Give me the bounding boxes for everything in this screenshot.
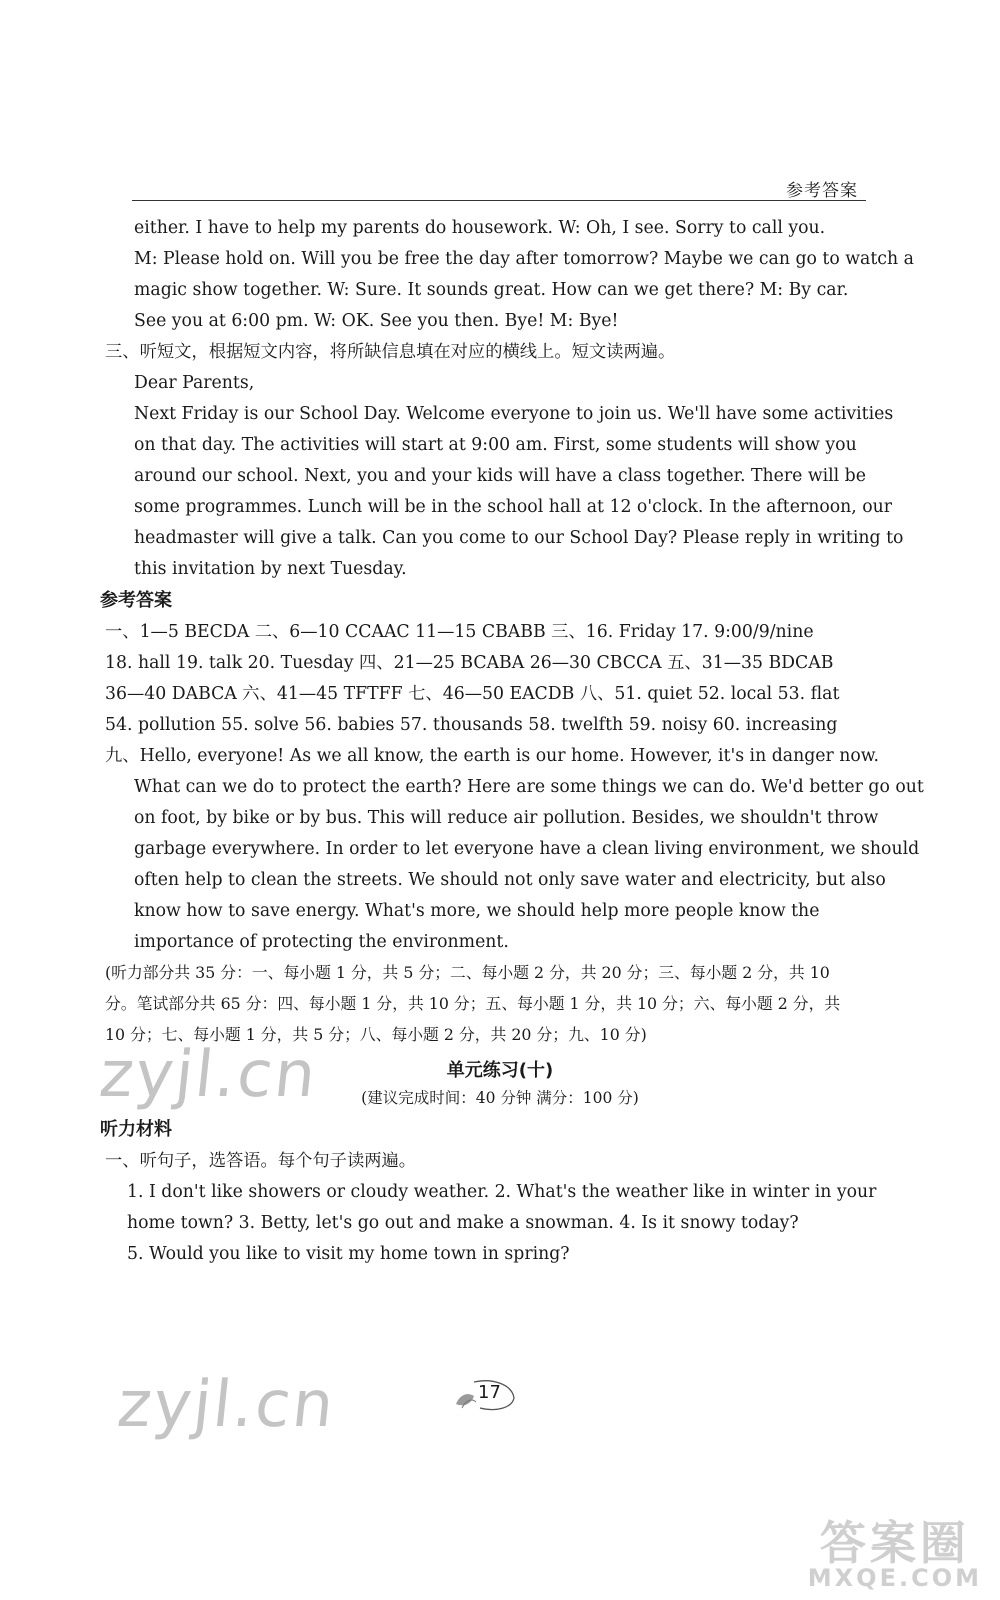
letter-line: headmaster will give a talk. Can you come to our School Day? Please reply in writing to [134,528,904,548]
page-number [452,1378,522,1414]
answer-line: 36—40 DABCA 六、41—45 TFTFF 七、46—50 EACDB 八、51. quiet 52. local 53. flat [105,684,840,704]
corner-watermark [807,1516,982,1592]
listening-line: home town? 3. Betty, let's go out and make a snowman. 4. Is it snowy today? [127,1213,799,1233]
dialogue-line: magic show together. W: Sure. It sounds great. How can we get there? M: By car. [134,280,849,300]
answer-line: 一、1—5 BECDA 二、6—10 CCAAC 11—15 CBABB 三、16. Friday 17. 9:00/9/nine [105,622,814,642]
listening-line: 5. Would you like to visit my home town in spring? [127,1244,570,1264]
letter-line: some programmes. Lunch will be in the school hall at 12 o'clock. In the afternoon, our [134,497,893,517]
letter-line: on that day. The activities will start at 9:00 am. First, some students will show you [134,435,857,455]
unit-title: 单元练习(十) [446,1060,554,1081]
letter-line: Dear Parents, [134,373,255,393]
letter-line: Next Friday is our School Day. Welcome everyone to join us. We'll have some activities [134,404,894,424]
answers-heading: 参考答案 [100,590,172,611]
letter-line: around our school. Next, you and your kids will have a class together. There will be [134,466,866,486]
essay-line: importance of protecting the environment. [134,932,509,952]
watermark-mid: zyjl.cn [96,1038,322,1112]
answer-line: 18. hall 19. talk 20. Tuesday 四、21—25 BCABA 26—30 CBCCA 五、31—35 BDCAB [105,653,834,673]
header-rule [132,200,866,201]
dialogue-line: either. I have to help my parents do housework. W: Oh, I see. Sorry to call you. [134,218,826,238]
listening-heading: 听力材料 [100,1119,172,1140]
essay-line: on foot, by bike or by bus. This will reduce air pollution. Besides, we shouldn't throw [134,808,879,828]
page-number-text: 17 [478,1382,501,1403]
essay-line: know how to save energy. What's more, we should help more people know the [134,901,820,921]
essay-line: 九、Hello, everyone! As we all know, the earth is our home. However, it's in danger now. [105,746,880,766]
dialogue-line: See you at 6:00 pm. W: OK. See you then. Bye! M: Bye! [134,311,619,331]
essay-line: often help to clean the streets. We should not only save water and electricity, but also [134,870,886,890]
essay-line: garbage everywhere. In order to let everyone have a clean living environment, we should [134,839,920,859]
section3-instruction: 三、听短文，根据短文内容，将所缺信息填在对应的横线上。短文读两遍。 [105,342,676,362]
unit-subtitle: (建议完成时间：40 分钟 满分：100 分) [361,1089,639,1107]
corner-watermark-url: MXQE.COM [807,1564,982,1592]
corner-watermark-title: 答案圈 [819,1516,970,1570]
scoring-line: 分。笔试部分共 65 分：四、每小题 1 分，共 10 分；五、每小题 1 分，共 10 分；六、每小题 2 分，共 [105,994,841,1013]
answer-line: 54. pollution 55. solve 56. babies 57. thousands 58. twelfth 59. noisy 60. increasing [105,715,838,735]
dialogue-line: M: Please hold on. Will you be free the day after tomorrow? Maybe we can go to watch a [134,249,914,269]
scoring-line: (听力部分共 35 分：一、每小题 1 分，共 5 分；二、每小题 2 分，共 20 分；三、每小题 2 分，共 10 [105,963,830,982]
listening-line: 1. I don't like showers or cloudy weather. 2. What's the weather like in winter in your [127,1182,877,1202]
watermark-bottom: zyjl.cn [114,1368,340,1442]
listening-instruction: 一、听句子，选答语。每个句子读两遍。 [105,1151,417,1171]
scoring-line: 10 分；七、每小题 1 分，共 5 分；八、每小题 2 分，共 20 分；九、10 分) [105,1025,647,1044]
header-label: 参考答案 [786,181,858,201]
letter-line: this invitation by next Tuesday. [134,559,407,579]
essay-line: What can we do to protect the earth? Here are some things we can do. We'd better go out [134,777,924,797]
